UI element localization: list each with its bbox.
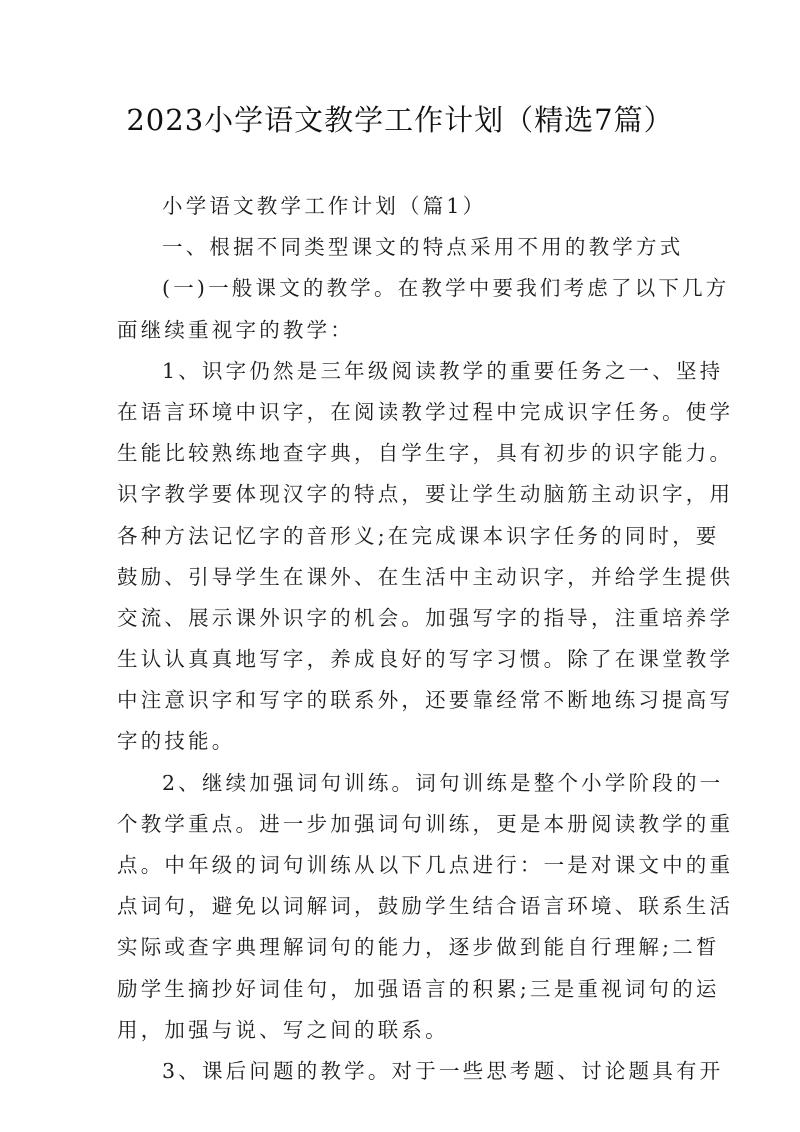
paragraph-line: 生能比较熟练地查字典，自学生字，具有初步的识字能力。 xyxy=(117,441,734,466)
paragraph-line: 在语言环境中识字，在阅读教学过程中完成识字任务。使学 xyxy=(117,399,734,424)
paragraph-line: 生认认真真地写字，养成良好的写字习惯。除了在课堂教学 xyxy=(117,647,734,672)
paragraph-line: 各种方法记忆字的音形义;在完成课本识字任务的同时，要 xyxy=(117,523,720,548)
section-heading: 小学语文教学工作计划（篇1） xyxy=(162,194,487,218)
paragraph-line: 用，加强与说、写之间的联系。 xyxy=(117,1017,449,1042)
paragraph-line: 识字教学要体现汉字的特点，要让学生动脑筋主动识字，用 xyxy=(117,482,734,507)
paragraph-line: 鼓励、引导学生在课外、在生活中主动识字，并给学生提供 xyxy=(117,564,734,589)
paragraph-line: 点词句，避免以词解词，鼓励学生结合语言环境、联系生活 xyxy=(117,894,734,919)
paragraph-line: 1、识字仍然是三年级阅读教学的重要任务之一、坚持 xyxy=(162,358,724,383)
document-title: 2023小学语文教学工作计划（精选7篇） xyxy=(126,103,674,137)
paragraph-line: 个教学重点。进一步加强词句训练，更是本册阅读教学的重 xyxy=(117,811,734,836)
paragraph-line: 字的技能。 xyxy=(117,729,236,754)
paragraph-line: 面继续重视字的教学： xyxy=(117,317,354,342)
paragraph-line: 2、继续加强词句训练。词句训练是整个小学阶段的一 xyxy=(162,770,724,795)
paragraph-line: 中注意识字和写字的联系外，还要靠经常不断地练习提高写 xyxy=(117,688,734,713)
paragraph-line: (一)一般课文的教学。在教学中要我们考虑了以下几方 xyxy=(162,276,730,301)
paragraph-line: 点。中年级的词句训练从以下几点进行：一是对课文中的重 xyxy=(117,853,734,877)
paragraph-line: 励学生摘抄好词佳句，加强语言的积累;三是重视词句的运 xyxy=(117,976,720,1001)
paragraph-line: 交流、展示课外识字的机会。加强写字的指导，注重培养学 xyxy=(117,605,734,630)
paragraph-line: 实际或查字典理解词句的能力，逐步做到能自行理解;二晳 xyxy=(117,935,720,960)
paragraph-line: 3、课后问题的教学。对于一些思考题、讨论题具有开 xyxy=(162,1058,724,1083)
outline-heading-1: 一、根据不同类型课文的特点采用不用的教学方式 xyxy=(162,235,684,260)
document-body xyxy=(117,186,734,1092)
